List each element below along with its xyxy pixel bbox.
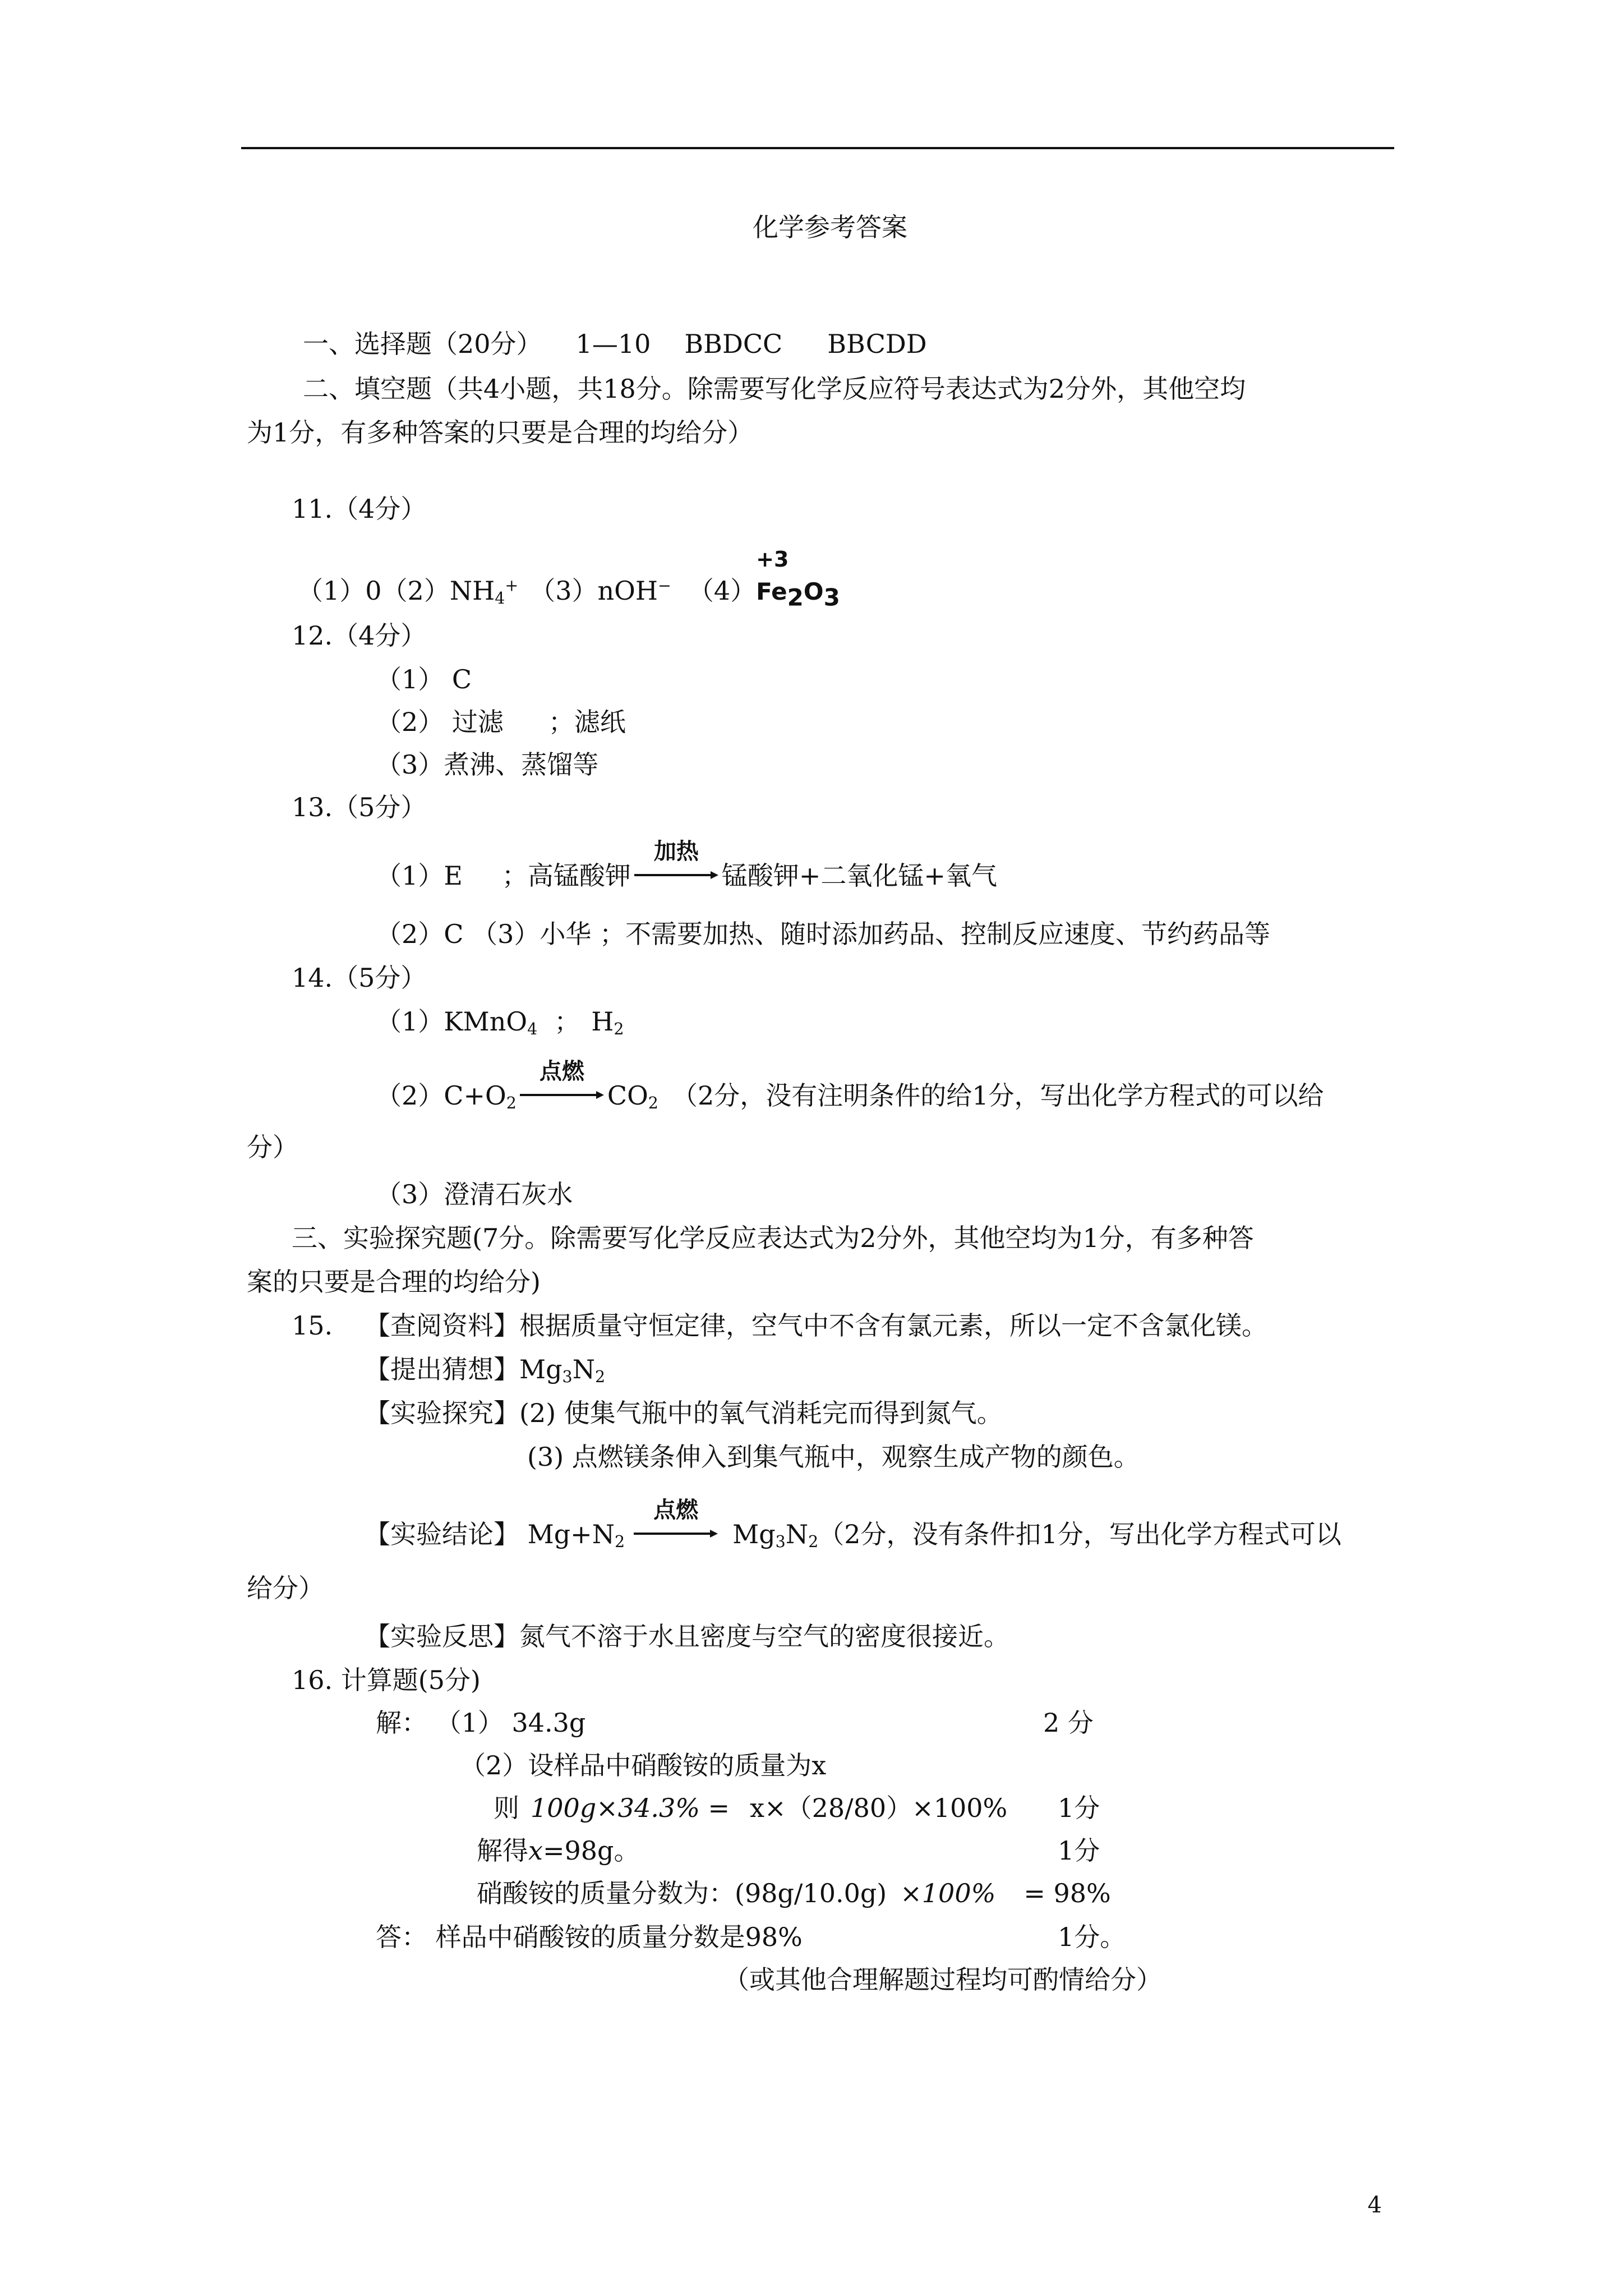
- q16-line4: [477, 1835, 640, 1866]
- q14-answer2-cont: 分）: [247, 1132, 298, 1162]
- q14-sep: ；: [554, 1006, 580, 1037]
- q15-num: 15.: [292, 1310, 333, 1341]
- q16-line1-score: 2 分: [1043, 1708, 1094, 1738]
- q16-left-side: 100g×34.3% =: [531, 1793, 730, 1823]
- q12-answer2a: （2） 过滤: [376, 707, 504, 737]
- q16-fraction: 硝酸铵的质量分数为：(98g/10.0g): [477, 1878, 887, 1908]
- section1-line: [303, 331, 927, 357]
- q16-line6: 答： 样品中硝酸铵的质量分数是98%: [376, 1922, 803, 1952]
- q13-answer2: （2）C （3）小华 ；不需要加热、随时添加药品、控制反应速度、节约药品等: [376, 919, 1270, 949]
- q11-fe: Fe: [756, 578, 787, 605]
- q13-head: 13.（5分）: [292, 792, 427, 822]
- q15-conclusion-n-sub: 2: [808, 1533, 819, 1552]
- q12-answer2b: ；滤纸: [548, 707, 626, 737]
- q11-part3: （3）nOH: [529, 576, 658, 606]
- section2-line2: 为1分，有多种答案的只要是合理的均给分）: [247, 417, 754, 448]
- q14-head: 14.（5分）: [292, 963, 427, 993]
- q15-conclusion-note: （2分，没有条件扣1分，写出化学方程式可以: [818, 1519, 1341, 1549]
- q11-o: O: [803, 578, 824, 605]
- arrow-icon: [520, 1089, 604, 1101]
- q14-reactant-sub: 2: [506, 1094, 517, 1113]
- q15-conclusion-cont: 给分）: [247, 1573, 324, 1603]
- q16-result: = 98%: [1023, 1878, 1111, 1908]
- page-title: 化学参考答案: [753, 212, 907, 242]
- q11-valence-formula: [756, 547, 840, 611]
- q13-reaction-arrow: [634, 839, 718, 891]
- q15-condition: 点燃: [653, 1497, 699, 1523]
- q11-part3-sup: −: [657, 576, 671, 595]
- q16-line5: [477, 1880, 1111, 1906]
- arrow-icon: [634, 869, 718, 881]
- section3-line1: 三、实验探究题(7分。除需要写化学反应表达式为2分外，其他空均为1分，有多种答: [292, 1223, 1254, 1253]
- q14-answer1: [376, 1006, 624, 1039]
- q11-part2-sub: 4: [495, 589, 505, 608]
- q14-kmno: （1）KMnO: [376, 1006, 528, 1037]
- q13-answer1b: ；高锰酸钾: [501, 861, 631, 891]
- q12-head: 12.（4分）: [292, 620, 427, 651]
- q14-answer3: （3）澄清石灰水: [376, 1179, 573, 1209]
- section1-label: 一、选择题（20分）: [303, 329, 542, 359]
- q13-answer1: [376, 839, 997, 891]
- q16-line2: （2）设样品中硝酸铵的质量为x: [460, 1750, 827, 1780]
- q12-answer3: （3）煮沸、蒸馏等: [376, 749, 599, 780]
- q16-line7: （或其他合理解题过程均可酌情给分）: [723, 1964, 1162, 1995]
- q16-then: 则: [494, 1793, 519, 1823]
- q15-conclusion-mg: Mg: [732, 1519, 776, 1549]
- q11-fe-sub: 2: [787, 583, 804, 611]
- q16-head: 16. 计算题(5分): [292, 1665, 481, 1695]
- section3-line2: 案的只要是合理的均给分): [247, 1267, 541, 1297]
- q15-conclusion-n: N: [785, 1519, 809, 1549]
- q15-research: 【查阅资料】根据质量守恒定律，空气中不含有氯元素，所以一定不含氯化镁。: [365, 1310, 1267, 1341]
- q16-x: x: [528, 1835, 543, 1866]
- page-number: 4: [1367, 2192, 1382, 2218]
- q11-part2: （2）NH: [381, 576, 495, 606]
- q11-part4: （4）: [688, 576, 757, 606]
- q16-line6-score: 1分。: [1058, 1922, 1126, 1952]
- q13-answer1a: （1）E: [376, 861, 463, 891]
- q15-conclusion-mg-sub: 3: [775, 1533, 786, 1552]
- q13-condition: 加热: [653, 839, 699, 864]
- q15-hypothesis-sub1: 3: [562, 1368, 573, 1387]
- q15-conclusion-reactant: 【实验结论】 Mg+N: [365, 1519, 615, 1549]
- q12-answer1: （1） C: [376, 664, 472, 694]
- q16-line1: 解： （1） 34.3g: [376, 1708, 586, 1738]
- q14-reaction-arrow: [520, 1059, 604, 1111]
- section1-range: 1—10: [575, 329, 651, 359]
- section1-answers-b: BBCDD: [827, 329, 927, 359]
- q16-line3: [494, 1795, 1007, 1821]
- q11-part2-sup: +: [505, 576, 519, 595]
- q15-hypothesis-sub2: 2: [594, 1368, 606, 1387]
- section1-answers-a: BBDCC: [684, 329, 783, 359]
- q11-head: 11.（4分）: [292, 494, 427, 524]
- q14-reactant: （2）C+O: [376, 1080, 506, 1111]
- q14-note: （2分，没有注明条件的给1分，写出化学方程式的可以给: [671, 1080, 1324, 1111]
- q14-answer2: [376, 1059, 1324, 1113]
- q15-conclusion-reactant-sub: 2: [614, 1533, 625, 1552]
- q15-conclusion: [365, 1497, 1341, 1552]
- q16-line4-score: 1分: [1058, 1835, 1100, 1866]
- q15-hypothesis-n: N: [572, 1354, 595, 1384]
- q15-explore-3: (3) 点燃镁条伸入到集气瓶中，观察生成产物的颜色。: [527, 1442, 1140, 1472]
- q14-h-sub: 2: [614, 1020, 624, 1039]
- q11-valence: +3: [756, 547, 789, 572]
- q15-reaction-arrow: [634, 1497, 718, 1549]
- q16-right-side: x×（28/80）×100%: [750, 1793, 1008, 1823]
- q12-answer2: [376, 709, 626, 735]
- q16-line3-score: 1分: [1058, 1793, 1100, 1823]
- q16-solve: 解得: [477, 1835, 528, 1866]
- q15-explore-2: 【实验探究】(2) 使集气瓶中的氧气消耗完而得到氮气。: [365, 1398, 1003, 1428]
- q16-x-value: =98g。: [542, 1835, 640, 1866]
- q14-h: H: [591, 1006, 614, 1037]
- q15-hypothesis: [365, 1354, 606, 1387]
- q14-product-sub: 2: [648, 1094, 658, 1113]
- q15-hypothesis-mg: 【提出猜想】Mg: [365, 1354, 562, 1384]
- q14-kmno-sub: 4: [527, 1020, 538, 1039]
- q14-condition: 点燃: [539, 1059, 584, 1084]
- q11-part1: （1）0: [297, 576, 382, 606]
- arrow-icon: [634, 1528, 718, 1539]
- section2-line1: 二、填空题（共4小题，共18分。除需要写化学反应符号表达式为2分外，其他空均: [303, 374, 1246, 404]
- q11-o-sub: 3: [823, 583, 840, 611]
- q14-product: CO: [607, 1080, 648, 1111]
- q13-answer1c: 锰酸钾+二氧化锰+氧气: [721, 861, 997, 891]
- header-rule: [241, 147, 1394, 149]
- q15-reflection: 【实验反思】氮气不溶于水且密度与空气的密度很接近。: [365, 1621, 1009, 1651]
- q11-answers: [297, 547, 840, 611]
- q16-percent: ×100%: [900, 1878, 996, 1908]
